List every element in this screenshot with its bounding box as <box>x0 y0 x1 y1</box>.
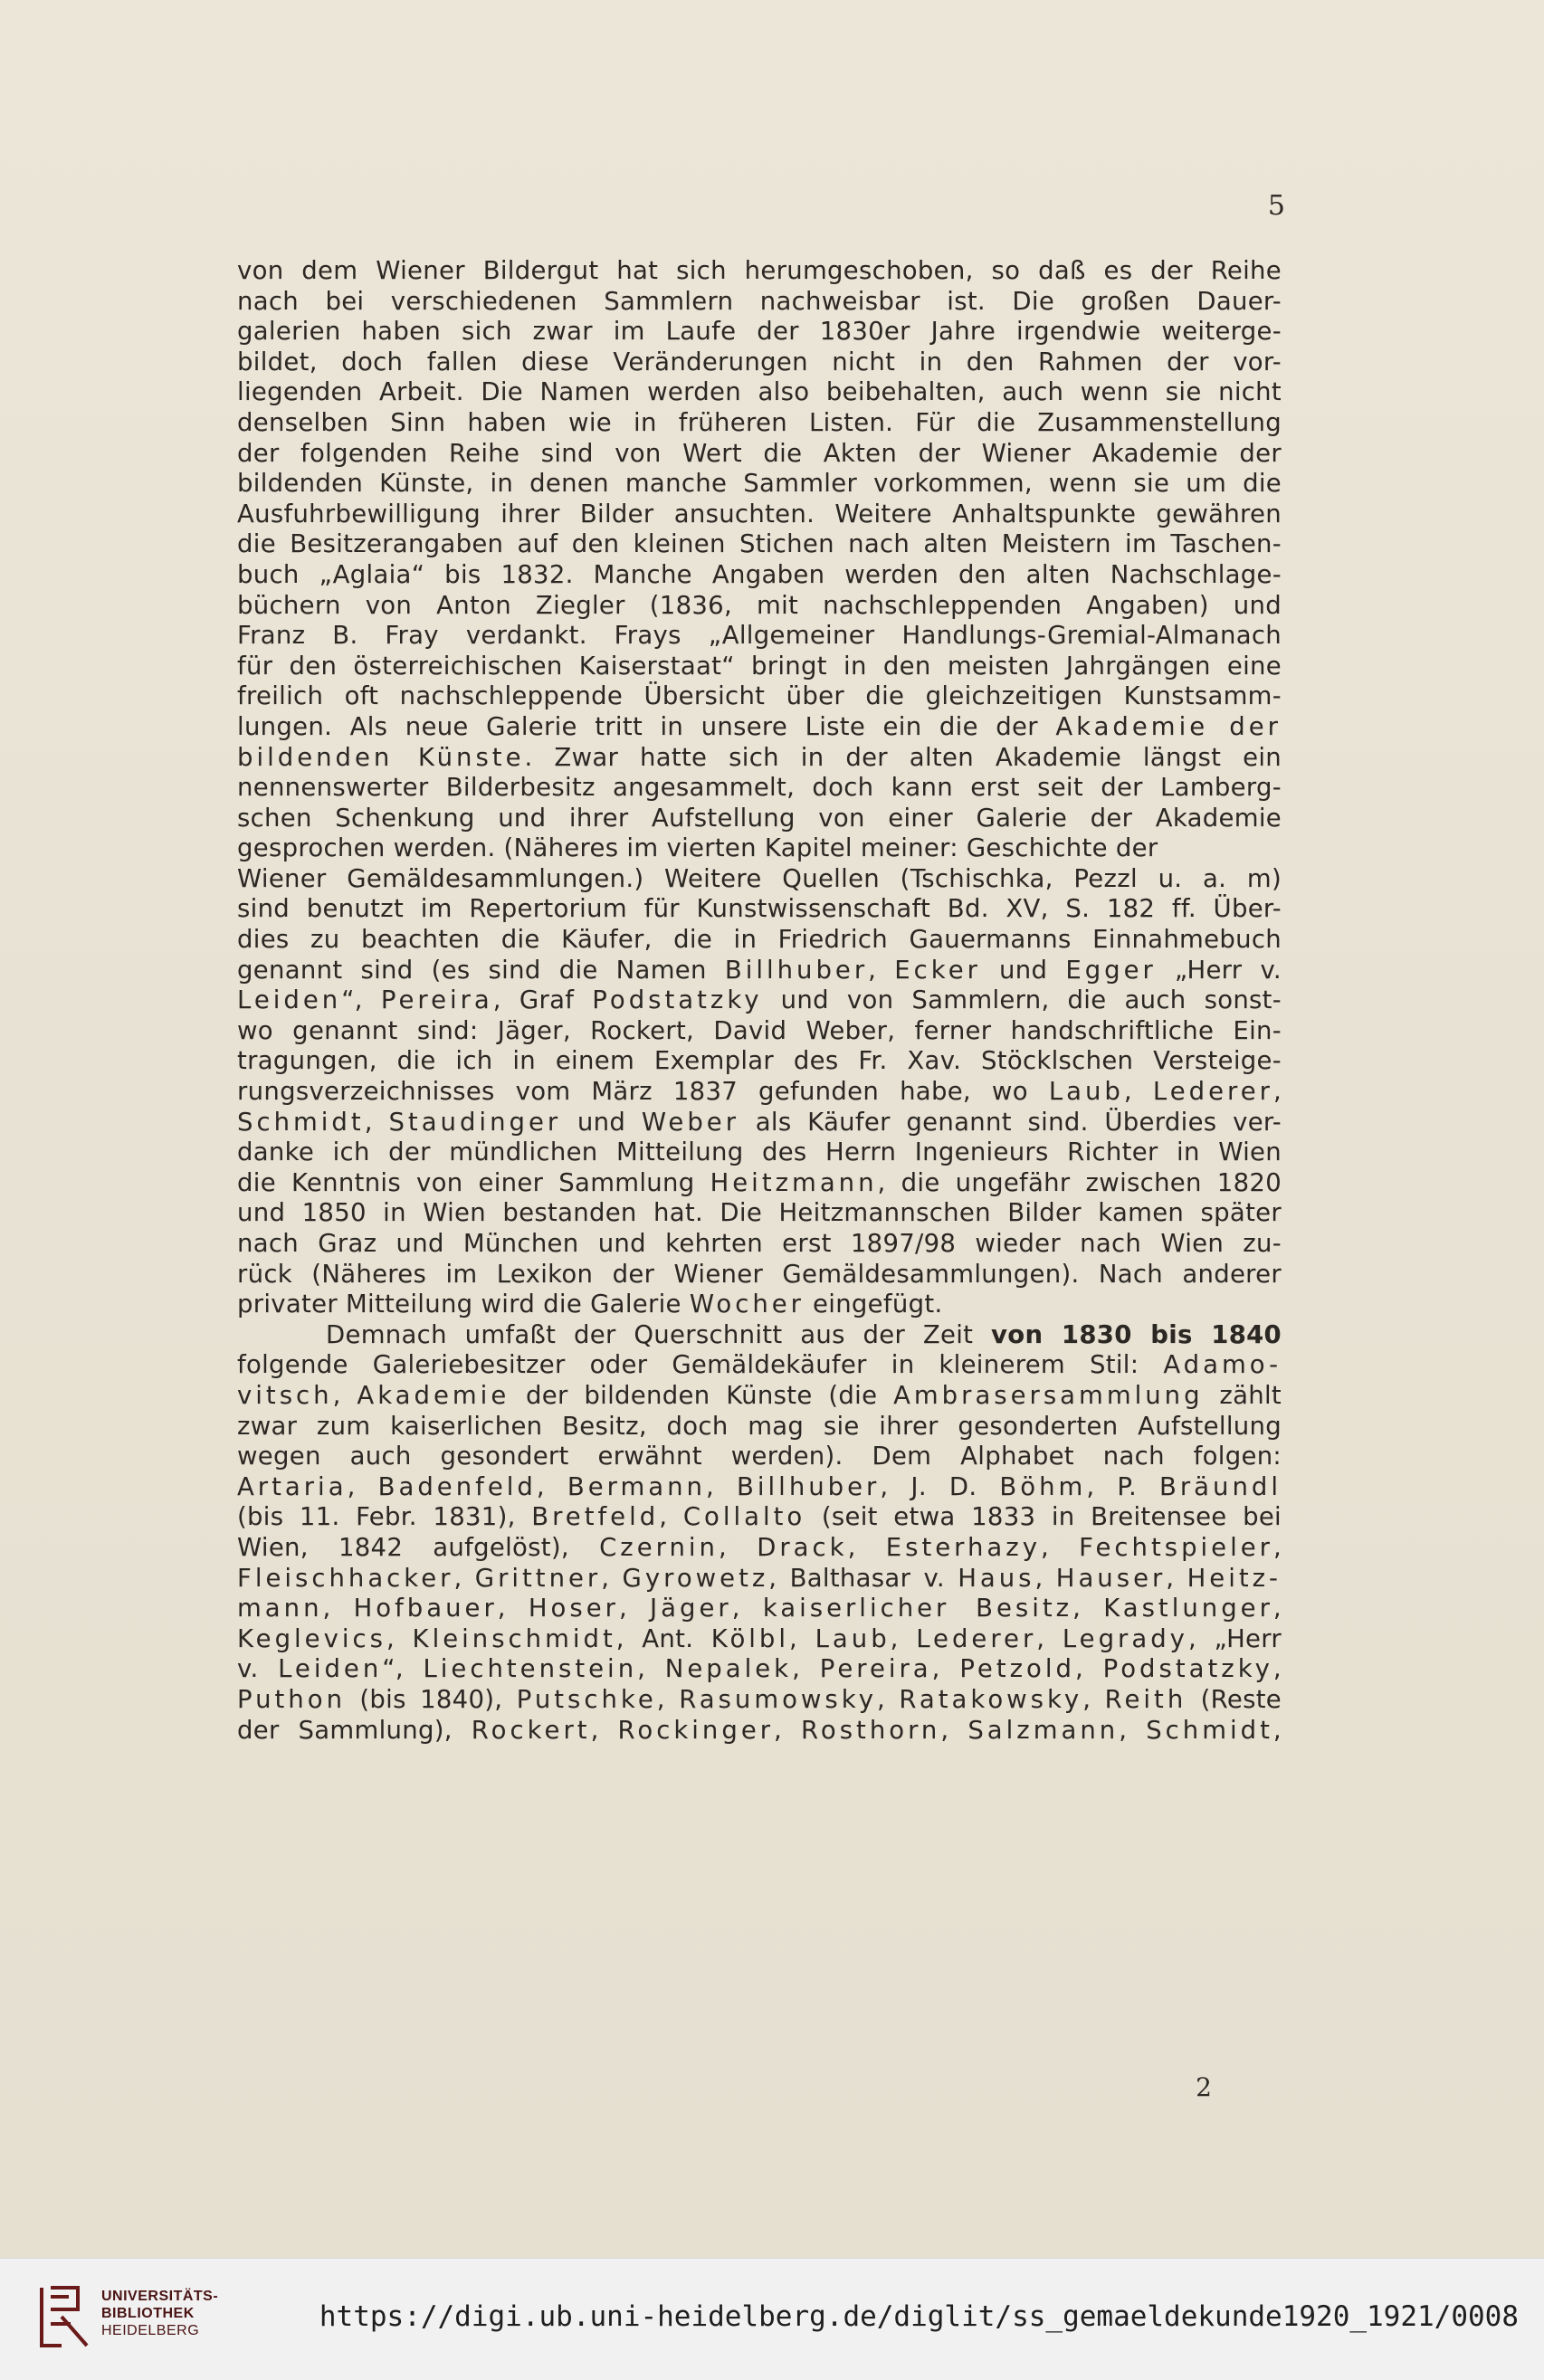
text-segment: , <box>890 1623 917 1653</box>
text-segment: , <box>705 1471 738 1501</box>
spaced-name: mann <box>237 1594 323 1623</box>
text-segment: , <box>1272 1077 1282 1107</box>
text-segment: nach Graz und München und kehrten erst 1897/98 wieder nach Wien zu- <box>237 1229 1282 1258</box>
spaced-name: Rockert <box>471 1715 591 1745</box>
text-segment: , <box>1036 1623 1063 1653</box>
text-segment: Ausfuhrbewilligung ihrer Bilder ansuchten. Weitere Anhaltspunkte gewähren <box>237 499 1282 528</box>
text-segment: gesprochen werden. (Näheres im vierten Kapitel meiner: Geschichte der <box>237 833 1158 863</box>
text-line <box>237 1350 1282 1381</box>
spaced-name: Salzmann <box>967 1715 1120 1745</box>
text-segment: , <box>792 1654 820 1684</box>
text-segment: eingefügt. <box>805 1290 943 1319</box>
spaced-name: Kleinschmidt <box>412 1623 616 1653</box>
text-segment: , <box>931 1654 960 1684</box>
spaced-name: bildenden Künste <box>237 742 525 772</box>
text-segment: wo genannt sind: Jäger, Rockert, David Weber, ferner handschriftliche Ein- <box>237 1015 1282 1045</box>
text-line <box>237 1533 1282 1564</box>
spaced-name: Artaria <box>237 1471 348 1501</box>
text-line <box>237 560 1282 591</box>
text-line <box>237 985 1282 1016</box>
spaced-name: Puthon <box>237 1684 346 1714</box>
text-segment: „Herr v. <box>1156 955 1282 985</box>
spaced-name: Ambrasersammlung <box>893 1380 1204 1410</box>
text-line <box>237 1138 1282 1168</box>
text-line <box>237 833 1282 864</box>
text-segment: dies zu beachten die Käufer, die in Friedrich Gauermanns Einnahmebuch <box>237 925 1282 955</box>
text-segment: (Reste <box>1187 1684 1282 1714</box>
spaced-name: Podstatzky <box>1102 1654 1273 1684</box>
spaced-name: Reith <box>1104 1684 1187 1714</box>
spaced-name: Rockinger <box>617 1715 775 1745</box>
spaced-name: Hofbauer <box>353 1594 498 1623</box>
text-segment: , <box>731 1594 763 1623</box>
text-segment: , <box>1166 1563 1187 1593</box>
spaced-name: Keglevics <box>237 1623 386 1653</box>
spaced-name: Akademie <box>357 1380 510 1410</box>
text-line <box>237 1108 1282 1138</box>
library-logo-icon <box>34 2280 98 2353</box>
spaced-name: Bermann <box>567 1471 706 1501</box>
text-segment: denselben Sinn haben wie in früheren Listen. Für die Zusammenstellung <box>237 407 1282 437</box>
text-line <box>237 500 1282 530</box>
spaced-name: Staudinger <box>388 1107 562 1137</box>
text-line <box>237 1412 1282 1442</box>
text-line <box>237 377 1282 408</box>
text-segment: , „Herr <box>1187 1623 1282 1653</box>
text-segment: nach bei verschiedenen Sammlern nachweisbar ist. Die großen Dauer- <box>237 286 1282 316</box>
spaced-name: Haus <box>958 1563 1035 1593</box>
text-line <box>237 1594 1282 1624</box>
text-line <box>237 1472 1282 1503</box>
spaced-name: Bräundl <box>1159 1471 1282 1501</box>
text-line <box>237 1320 1282 1351</box>
text-line <box>237 408 1282 439</box>
spaced-name: Akademie der <box>1055 711 1282 741</box>
text-segment: , <box>453 1563 475 1593</box>
text-segment: , Ant. <box>615 1623 711 1653</box>
text-line <box>237 864 1282 895</box>
text-segment: , die ungefähr zwischen 1820 <box>877 1167 1282 1197</box>
text-line <box>237 317 1282 347</box>
permalink-url[interactable]: https://digi.ub.uni-heidelberg.de/diglit/ss_gemaeldekunde1920_1921/0008 <box>319 2300 1519 2333</box>
text-line <box>237 925 1282 956</box>
text-segment: liegenden Arbeit. Die Namen werden also beibehalten, auch wenn sie nicht <box>237 377 1282 407</box>
text-segment: , <box>847 1532 886 1562</box>
spaced-name: vitsch <box>237 1380 333 1410</box>
spaced-name: Podstatzky <box>592 985 763 1015</box>
spaced-name: Drack <box>757 1532 848 1562</box>
text-line <box>237 591 1282 622</box>
bold-text: von 1830 bis 1840 <box>991 1319 1282 1349</box>
text-segment: , <box>386 1623 413 1653</box>
spaced-name: Laub <box>815 1623 891 1653</box>
spaced-name: Czernin <box>599 1532 719 1562</box>
text-segment: , <box>364 1107 389 1137</box>
text-segment: privater Mitteilung wird die Galerie <box>237 1290 690 1319</box>
spaced-name: Heitz- <box>1187 1563 1282 1593</box>
text-segment: tragungen, die ich in einem Exemplar des Fr. Xav. Stöcklschen Versteige- <box>237 1046 1282 1076</box>
text-segment: , <box>1272 1532 1282 1562</box>
text-line <box>237 1198 1282 1229</box>
text-segment: danke ich der mündlichen Mitteilung des Herrn Ingenieurs Richter in Wien <box>237 1138 1282 1167</box>
spaced-name: Heitzmann <box>710 1167 878 1197</box>
spaced-name: Schmidt <box>1146 1715 1273 1745</box>
text-segment: , <box>1119 1715 1147 1745</box>
body-text <box>237 256 1282 1746</box>
text-segment: , <box>774 1715 802 1745</box>
spaced-name: Wocher <box>689 1290 805 1319</box>
spaced-name: Nepalek <box>664 1654 793 1684</box>
spaced-name: Pereira <box>380 985 493 1015</box>
text-segment: galerien haben sich zwar im Laufe der 1830er Jahre irgendwie weiterge- <box>237 317 1282 347</box>
spaced-name: Jäger <box>650 1594 732 1623</box>
spaced-name: Lederer <box>916 1623 1037 1653</box>
text-line <box>237 347 1282 378</box>
text-segment: , <box>1082 1684 1105 1714</box>
spaced-name: Laub <box>1048 1077 1124 1107</box>
spaced-name: Badenfeld <box>377 1471 537 1501</box>
text-line <box>237 256 1282 287</box>
text-line <box>237 1716 1282 1747</box>
text-segment: bildet, doch fallen diese Veränderungen nicht in den Rahmen der vor- <box>237 347 1282 376</box>
text-line <box>237 743 1282 774</box>
spaced-name: Billhuber <box>737 1471 881 1501</box>
text-line <box>237 439 1282 470</box>
text-line <box>237 1168 1282 1199</box>
text-segment: , <box>868 955 895 985</box>
text-segment: , <box>1040 1532 1080 1562</box>
text-segment: , J. D. <box>880 1471 1000 1501</box>
text-segment: und <box>980 955 1066 985</box>
text-segment: und 1850 in Wien bestanden hat. Die Heitzmannschen Bilder kamen später <box>237 1198 1282 1228</box>
text-segment: , <box>1072 1594 1104 1623</box>
text-segment: genannt sind (es sind die Namen <box>237 955 725 985</box>
text-segment: , <box>618 1594 651 1623</box>
text-segment: , <box>347 1471 378 1501</box>
text-segment: Franz B. Fray verdankt. Frays „Allgemeiner Handlungs-Gremial-Almanach <box>237 621 1282 651</box>
text-segment: und <box>561 1107 642 1137</box>
text-segment: , <box>1034 1563 1056 1593</box>
spaced-name: Collalto <box>682 1502 806 1532</box>
spaced-name: Rosthorn <box>801 1715 941 1745</box>
text-segment: , <box>590 1715 618 1745</box>
text-line <box>237 652 1282 682</box>
text-line <box>237 1016 1282 1047</box>
text-segment: , <box>940 1715 968 1745</box>
text-segment: die Kenntnis von einer Sammlung <box>237 1167 710 1197</box>
text-segment: Demnach umfaßt der Querschnitt aus der Zeit <box>326 1319 992 1349</box>
spaced-name: Schmidt <box>237 1107 365 1137</box>
spaced-name: Hoser <box>528 1594 619 1623</box>
text-segment: , <box>719 1532 758 1562</box>
text-segment: lungen. Als neue Galerie tritt in unsere Liste ein die der <box>237 711 1056 741</box>
text-line <box>237 804 1282 834</box>
text-segment: der folgenden Reihe sind von Wert die Akten der Wiener Akademie der <box>237 438 1282 468</box>
text-line <box>237 1260 1282 1290</box>
text-line <box>237 1290 1282 1320</box>
text-line <box>237 287 1282 318</box>
text-segment: von dem Wiener Bildergut hat sich herumgeschoben, so daß es der Reihe <box>237 256 1282 285</box>
spaced-name: Grittner <box>474 1563 602 1593</box>
spaced-name: Gyrowetz <box>622 1563 769 1593</box>
text-line <box>237 1624 1282 1655</box>
text-segment: , <box>1272 1715 1282 1745</box>
text-segment: nennenswerter Bilderbesitz angesammelt, doch kann erst seit der Lamberg- <box>237 773 1282 803</box>
page-number: 5 <box>1267 190 1285 222</box>
text-segment: , <box>497 1594 529 1623</box>
spaced-name: Fleischhacker <box>237 1563 454 1593</box>
text-segment: rück (Näheres im Lexikon der Wiener Gemäldesammlungen). Nach anderer <box>237 1259 1282 1289</box>
library-name-line-1: UNIVERSITÄTS- <box>101 2289 219 2304</box>
text-segment: zählt <box>1203 1380 1282 1410</box>
text-segment: der Sammlung), <box>237 1715 472 1745</box>
library-name-line-3: HEIDELBERG <box>101 2323 200 2338</box>
text-line <box>237 956 1282 986</box>
text-segment: , <box>322 1594 354 1623</box>
text-line <box>237 1381 1282 1412</box>
spaced-name: Leiden <box>237 985 342 1015</box>
text-segment: “, <box>382 1654 424 1684</box>
text-segment: folgende Galeriebesitzer oder Gemäldekäufer in kleinerem Stil: <box>237 1350 1164 1380</box>
text-line <box>237 1564 1282 1595</box>
spaced-name: Böhm <box>999 1471 1087 1501</box>
spaced-name: Liechtenstein <box>423 1654 638 1684</box>
text-segment: , <box>1074 1654 1103 1684</box>
spaced-name: kaiserlicher Besitz <box>762 1594 1073 1623</box>
text-segment: freilich oft nachschleppende Übersicht über die gleichzeitigen Kunstsamm- <box>237 681 1282 711</box>
text-segment: , Graf <box>492 985 593 1015</box>
text-segment: , P. <box>1086 1471 1159 1501</box>
spaced-name: Kastlunger <box>1103 1594 1273 1623</box>
text-line <box>237 469 1282 500</box>
spaced-name: Lederer <box>1152 1077 1273 1107</box>
spaced-name: Egger <box>1065 955 1157 985</box>
spaced-name: Ecker <box>894 955 981 985</box>
signature-mark: 2 <box>1196 2072 1212 2102</box>
spaced-name: Billhuber <box>724 955 869 985</box>
text-line <box>237 529 1282 560</box>
text-segment: büchern von Anton Ziegler (1836, mit nachschleppenden Angaben) und <box>237 590 1282 620</box>
text-segment: , <box>1272 1654 1282 1684</box>
spaced-name: Esterhazy <box>885 1532 1041 1562</box>
text-segment: buch „Aglaia“ bis 1832. Manche Angaben werden den alten Nachschlage- <box>237 559 1282 589</box>
spaced-name: Pereira <box>819 1654 932 1684</box>
spaced-name: Kölbl <box>710 1623 790 1653</box>
text-segment: , <box>332 1380 357 1410</box>
text-segment: . Zwar hatte sich in der alten Akademie längst ein <box>524 742 1282 772</box>
text-segment: , <box>789 1623 815 1653</box>
spaced-name: Legrady <box>1062 1623 1188 1653</box>
text-segment: v. <box>237 1654 279 1684</box>
spaced-name: Leiden <box>278 1654 383 1684</box>
text-line <box>237 1442 1282 1472</box>
text-segment: , <box>659 1502 683 1532</box>
text-line <box>237 712 1282 743</box>
viewer-footer <box>0 2258 1544 2380</box>
spaced-name: Bretfeld <box>531 1502 660 1532</box>
text-segment: , <box>1272 1594 1282 1623</box>
text-line <box>237 894 1282 925</box>
text-segment: (seit etwa 1833 in Breitensee bei <box>805 1502 1282 1532</box>
text-segment: “, <box>341 985 381 1015</box>
text-line <box>237 1229 1282 1260</box>
text-line <box>237 681 1282 712</box>
text-segment: die Besitzerangaben auf den kleinen Stichen nach alten Meistern im Taschen- <box>237 529 1282 559</box>
text-segment: , <box>656 1684 680 1714</box>
text-segment: (bis 11. Febr. 1831), <box>237 1502 532 1532</box>
library-name <box>101 2288 218 2339</box>
spaced-name: Weber <box>641 1107 740 1137</box>
text-segment: Wien, 1842 aufgelöst), <box>237 1532 600 1562</box>
text-line <box>237 1654 1282 1685</box>
text-line <box>237 773 1282 804</box>
text-segment: und von Sammlern, die auch sonst- <box>762 985 1282 1015</box>
spaced-name: Hauser <box>1055 1563 1167 1593</box>
text-segment: , <box>536 1471 567 1501</box>
spaced-name: Ratakowsky <box>899 1684 1083 1714</box>
spaced-name: Adamo- <box>1163 1350 1282 1380</box>
text-segment: (bis 1840), <box>346 1684 517 1714</box>
text-segment: , Balthasar v. <box>768 1563 958 1593</box>
text-line <box>237 1077 1282 1108</box>
spaced-name: Putschke <box>516 1684 657 1714</box>
text-segment: bildenden Künste, in denen manche Sammler vorkommen, wenn sie um die <box>237 469 1282 499</box>
spaced-name: Rasumowsky <box>679 1684 877 1714</box>
text-segment: , <box>876 1684 900 1714</box>
text-segment: sind benutzt im Repertorium für Kunstwissenschaft Bd. XV, S. 182 ff. Über- <box>237 894 1282 924</box>
library-name-line-2: BIBLIOTHEK <box>101 2306 195 2321</box>
text-segment: , <box>1123 1077 1153 1107</box>
text-segment: wegen auch gesondert erwähnt werden). Dem Alphabet nach folgen: <box>237 1442 1282 1471</box>
text-segment: Wiener Gemäldesammlungen.) Weitere Quellen (Tschischka, Pezzl u. a. m) <box>237 863 1282 893</box>
text-segment: für den österreichischen Kaiserstaat“ bringt in den meisten Jahrgängen eine <box>237 651 1282 681</box>
text-line <box>237 621 1282 652</box>
spaced-name: Fechtspieler <box>1079 1532 1273 1562</box>
text-segment: der bildenden Künste (die <box>510 1380 894 1410</box>
text-segment: , <box>601 1563 623 1593</box>
text-segment: , <box>637 1654 665 1684</box>
text-line <box>237 1685 1282 1716</box>
text-segment: rungsverzeichnisses vom März 1837 gefunden habe, wo <box>237 1077 1049 1107</box>
spaced-name: Petzold <box>959 1654 1075 1684</box>
text-line <box>237 1502 1282 1533</box>
text-segment: schen Schenkung und ihrer Aufstellung von einer Galerie der Akademie <box>237 803 1282 833</box>
text-line <box>237 1046 1282 1077</box>
text-segment: zwar zum kaiserlichen Besitz, doch mag sie ihrer gesonderten Aufstellung <box>237 1411 1282 1441</box>
text-segment: als Käufer genannt sind. Überdies ver- <box>739 1107 1282 1137</box>
